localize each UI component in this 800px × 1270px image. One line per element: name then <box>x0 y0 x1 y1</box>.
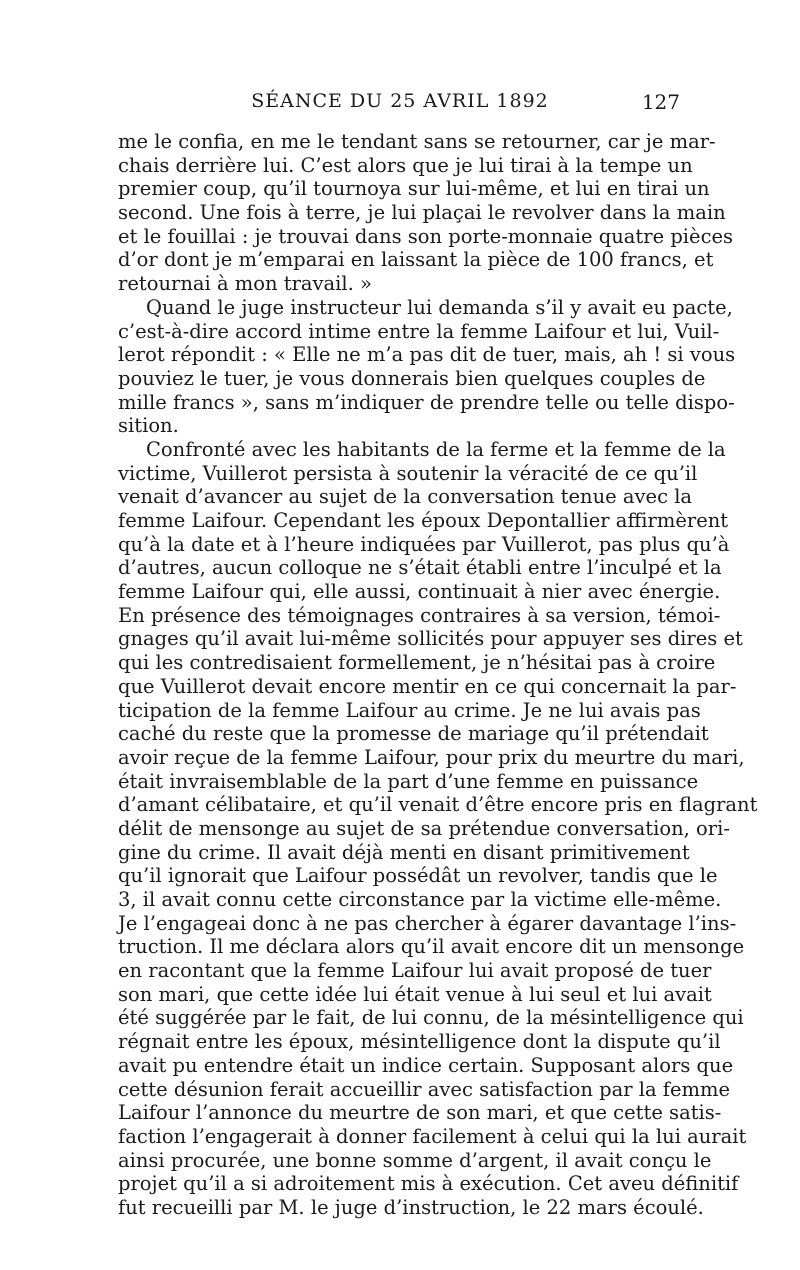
text-line: d’autres, aucun colloque ne s’était établi entre l’inculpé et la <box>118 556 722 580</box>
text-line: lerot répondit : « Elle ne m’a pas dit de tuer, mais, ah ! si vous <box>118 343 736 367</box>
text-line: victime, Vuillerot persista à soutenir la véracité de ce qu’il <box>118 461 698 485</box>
paragraph <box>118 130 734 296</box>
text-line: Laifour l’annonce du meurtre de son mari, et que cette satis- <box>118 1101 722 1125</box>
text-line: son mari, que cette idée lui était venue à lui seul et lui avait <box>118 982 712 1006</box>
text-line: En présence des témoignages contraires à sa version, témoi- <box>118 603 721 627</box>
text-line: second. Une fois à terre, je lui plaçai le revolver dans la main <box>118 201 726 225</box>
text-line: qu’il ignorait que Laifour possédât un revolver, tandis que le <box>118 864 718 888</box>
text-line: 3, il avait connu cette circonstance par la victime elle-même. <box>118 888 722 911</box>
text-line: délit de mensonge au sujet de sa prétendue conversation, ori- <box>118 816 730 840</box>
text-line: ticipation de la femme Laifour au crime. Je ne lui avais pas <box>118 698 701 722</box>
text-line: en racontant que la femme Laifour lui avait proposé de tuer <box>118 959 712 983</box>
text-line: était invraisemblable de la part d’une femme en puissance <box>118 769 699 793</box>
text-line: femme Laifour qui, elle aussi, continuait à nier avec énergie. <box>118 580 721 604</box>
text-line: femme Laifour. Cependant les époux Depontallier affirmèrent <box>118 509 729 532</box>
text-line: projet qu’il a si adroitement mis à exécution. Cet aveu définitif <box>118 1172 739 1196</box>
text-line: chais derrière lui. C’est alors que je lui tirai à la tempe un <box>118 153 693 177</box>
text-line: été suggérée par le fait, de lui connu, de la mésintelligence qui <box>118 1006 744 1030</box>
running-title: SÉANCE DU 25 AVRIL 1892 <box>251 90 549 112</box>
text-line: me le confia, en me le tendant sans se retourner, car je mar- <box>118 130 716 153</box>
text-line: et le fouillai : je trouvai dans son porte-monnaie quatre pièces <box>118 224 734 248</box>
text-line: fut recueilli par M. le juge d’instruction, le 22 mars écoulé. <box>118 1195 704 1219</box>
body-text <box>118 130 758 1220</box>
text-line: cette désunion ferait accueillir avec satisfaction par la femme <box>118 1077 731 1101</box>
text-line: d’amant célibataire, et qu’il venait d’être encore pris en flagrant <box>118 793 758 817</box>
text-line: truction. Il me déclara alors qu’il avait encore dit un mensonge <box>118 935 745 959</box>
text-line: ainsi procurée, une bonne somme d’argent, il avait conçu le <box>118 1148 712 1172</box>
text-line: retournai à mon travail. » <box>118 272 372 296</box>
paragraph <box>118 295 736 438</box>
text-line: d’or dont je m’emparai en laissant la pièce de 100 francs, et <box>118 248 714 272</box>
paragraph <box>118 437 758 1220</box>
text-line: que Vuillerot devait encore mentir en ce qui concernait la par- <box>118 674 737 698</box>
text-line: caché du reste que la promesse de mariage qu’il prétendait <box>118 722 709 746</box>
text-line: venait d’avancer au sujet de la conversation tenue avec la <box>118 485 693 509</box>
text-line: mille francs », sans m’indiquer de prendre telle ou telle dispo- <box>118 390 735 414</box>
text-line: Quand le juge instructeur lui demanda s’il y avait eu pacte, <box>146 295 733 319</box>
text-line: gine du crime. Il avait déjà menti en disant primitivement <box>118 840 690 864</box>
text-line: Confronté avec les habitants de la ferme et la femme de la <box>146 437 726 461</box>
text-line: faction l’engagerait à donner facilement à celui qui la lui aurait <box>118 1124 747 1148</box>
text-line: avait pu entendre était un indice certain. Supposant alors que <box>118 1053 734 1077</box>
text-line: premier coup, qu’il tournoya sur lui-même, et lui en tirai un <box>118 177 710 201</box>
text-line: régnait entre les époux, mésintelligence dont la dispute qu’il <box>118 1030 721 1054</box>
text-line: gnages qu’il avait lui-même sollicités pour appuyer ses dires et <box>118 627 743 651</box>
text-line: avoir reçue de la femme Laifour, pour prix du meurtre du mari, <box>118 745 745 769</box>
page-number: 127 <box>641 90 680 114</box>
text-line: c’est-à-dire accord intime entre la femme Laifour et lui, Vuil- <box>118 319 720 343</box>
text-line: sition. <box>118 414 179 438</box>
text-line: pouviez le tuer, je vous donnerais bien quelques couples de <box>118 366 706 390</box>
text-line: Je l’engageai donc à ne pas chercher à égarer davantage l’ins- <box>118 911 737 935</box>
text-line: qu’à la date et à l’heure indiquées par Vuillerot, pas plus qu’à <box>118 532 730 556</box>
running-head <box>120 90 680 116</box>
text-line: qui les contredisaient formellement, je n’hésitai pas à croire <box>118 651 716 675</box>
